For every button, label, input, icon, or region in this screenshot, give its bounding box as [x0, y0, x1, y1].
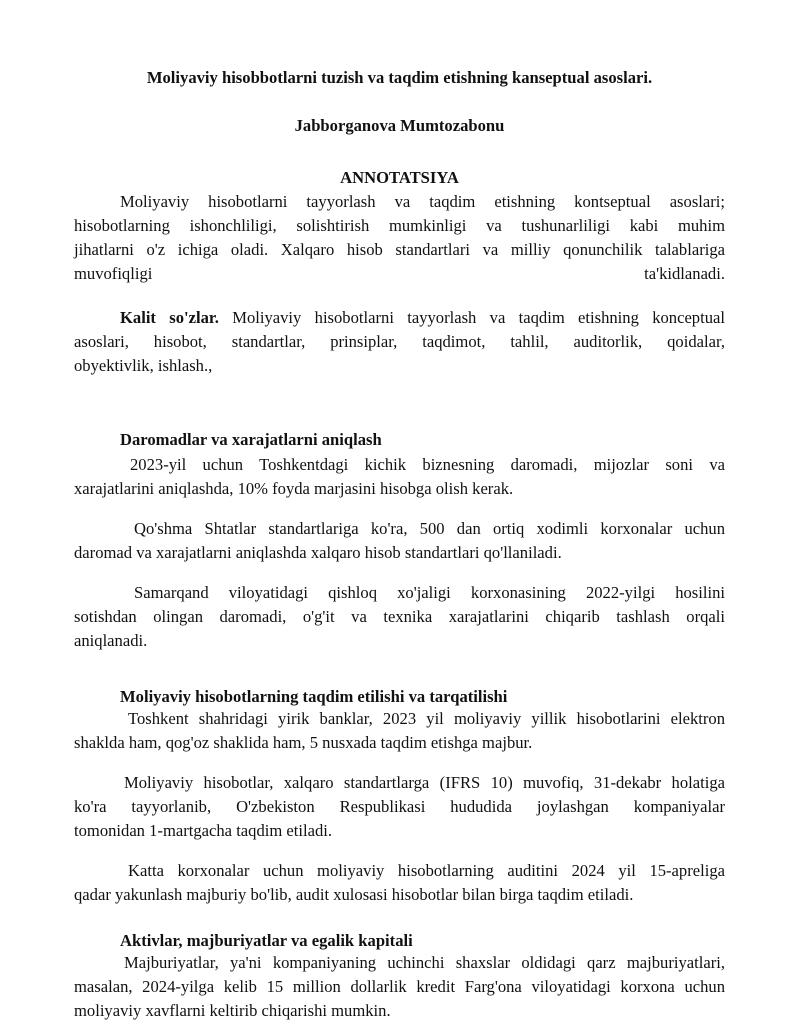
paragraph-line: Katta korxonalar uchun moliyaviy hisobotlarning auditini 2024 yil 15-apreliga: [128, 861, 725, 880]
paragraph-line: shaklda ham, qog'oz shaklida ham, 5 nusxada taqdim etishga majbur.: [74, 733, 533, 752]
keywords-line: asoslari, hisobot, standartlar, prinsiplar, taqdimot, tahlil, auditorlik, qoidalar,: [74, 332, 725, 351]
paragraph-line: sotishdan olingan daromadi, o'g'it va texnika xarajatlarini chiqarib tashlash orqali: [74, 607, 725, 626]
paragraph-line: daromad va xarajatlarni aniqlashda xalqaro hisob standartlari qo'llaniladi.: [74, 543, 562, 562]
paragraph-line: moliyaviy xavflarni keltirib chiqarishi mumkin.: [74, 1001, 391, 1020]
section-heading: Daromadlar va xarajatlarni aniqlash: [120, 430, 382, 449]
annotation-heading: ANNOTATSIYA: [340, 168, 459, 187]
paragraph-line: tomonidan 1-martgacha taqdim etiladi.: [74, 821, 333, 840]
paragraph-line: aniqlanadi.: [74, 631, 148, 650]
document-title: Moliyaviy hisobbotlarni tuzish va taqdim etishning kanseptual asoslari.: [146, 68, 653, 87]
keywords-line: obyektivlik, ishlash.,: [74, 356, 213, 375]
paragraph-line: Majburiyatlar, ya'ni kompaniyaning uchinchi shaxslar oldidagi qarz majburiyatlari,: [124, 953, 725, 972]
paragraph-line: ko'ra tayyorlanib, O'zbekiston Respublikasi hududida joylashgan kompaniyalar: [74, 797, 725, 816]
section-heading: Aktivlar, majburiyatlar va egalik kapitali: [120, 931, 413, 950]
annotation-line: Moliyaviy hisobotlarni tayyorlash va taqdim etishning kontseptual asoslari;: [120, 192, 725, 211]
paragraph-line: Moliyaviy hisobotlar, xalqaro standartlarga (IFRS 10) muvofiq, 31-dekabr holatiga: [124, 773, 725, 792]
paragraph-line: masalan, 2024-yilga kelib 15 million dollarlik kredit Farg'ona viloyatidagi korxona uchun: [74, 977, 725, 996]
keywords-label: Kalit so'zlar.: [120, 308, 219, 327]
author-name: Jabborganova Mumtozabonu: [294, 116, 505, 135]
keywords-text: Moliyaviy hisobotlarni tayyorlash va taqdim etishning konceptual: [218, 308, 725, 327]
paragraph-line: qadar yakunlash majburiy bo'lib, audit xulosasi hisobotlar bilan birga taqdim etiladi.: [74, 885, 634, 904]
paragraph-line: Samarqand viloyatidagi qishloq xo'jaligi korxonasining 2022-yilgi hosilini: [134, 583, 725, 602]
paragraph-line: xarajatlarini aniqlashda, 10% foyda marjasini hisobga olish kerak.: [74, 479, 514, 498]
paragraph-line: Toshkent shahridagi yirik banklar, 2023 yil moliyaviy yillik hisobotlarini elektron: [128, 709, 725, 728]
paragraph-line: 2023-yil uchun Toshkentdagi kichik biznesning daromadi, mijozlar soni va: [130, 455, 725, 474]
paragraph-line: Qo'shma Shtatlar standartlariga ko'ra, 500 dan ortiq xodimli korxonalar uchun: [134, 519, 725, 538]
annotation-line: ta'kidlanadi.: [644, 264, 725, 283]
annotation-line: jihatlarni o'z ichiga oladi. Xalqaro hisob standartlari va milliy qonunchilik talablariga: [74, 240, 725, 259]
keywords-line: [120, 306, 725, 330]
annotation-line: muvofiqligi: [74, 264, 153, 283]
annotation-line: hisobotlarning ishonchliligi, solishtirish mumkinligi va tushunarliligi kabi muhim: [74, 216, 725, 235]
section-heading: Moliyaviy hisobotlarning taqdim etilishi va tarqatilishi: [120, 687, 508, 706]
